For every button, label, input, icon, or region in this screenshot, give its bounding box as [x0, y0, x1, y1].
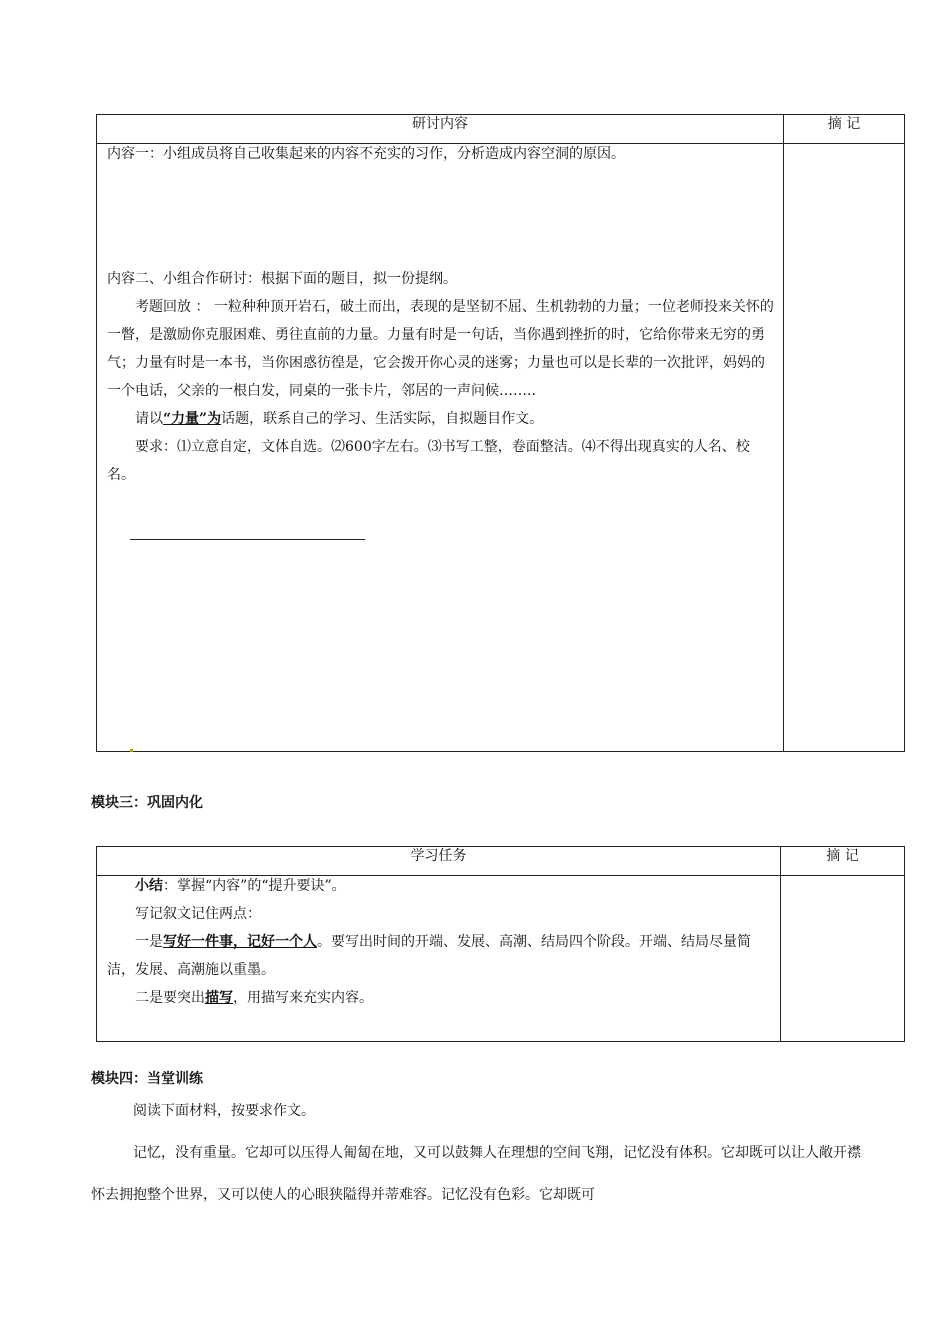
summary-label: 小结: [135, 878, 163, 894]
point1-emphasis: 写好一件事，记好一个人: [163, 934, 317, 950]
point-1: [97, 928, 780, 984]
point1-rest: 。要写出时间的开端、发展、高潮、结局四个阶段。开端、结局尽量简洁，发展、高潮施以重墨。: [107, 934, 751, 978]
exam-prompt: 考题回放 ： 一粒种种顶开岩石，破土而出，表现的是坚韧不屈、生机勃勃的力量；一位老师投来关怀的一瞥，是激励你克服困难、勇往直前的力量。力量有时是一句话，当你遇到挫折的时，它给你带来无穷的勇气；力量有时是一本书，当你困惑彷徨是，它会拨开你心灵的迷雾；力量也可以是长辈的一次批评，妈妈的一个电话，父亲的一根白发，同桌的一张卡片，邻居的一声问候……..: [107, 299, 774, 399]
requirements: 要求：⑴立意自定，文体自选。⑵600字左右。⑶书写工整，卷面整洁。⑷不得出现真实的人名、校名。: [107, 439, 750, 483]
content-item-1: 内容一：小组成员将自己收集起来的内容不充实的习作，分析造成内容空洞的原因。: [107, 146, 625, 162]
point-2: [97, 984, 780, 1012]
notes-header: 摘 记: [784, 115, 905, 144]
answer-line: [130, 539, 365, 540]
point1-prefix: 一是: [135, 934, 163, 950]
task-prefix: 请以: [135, 411, 163, 427]
notes-header-2: 摘 记: [781, 847, 905, 876]
two-points-line: 写记叙文记住两点：: [135, 906, 261, 922]
yellow-mark: [130, 749, 133, 752]
notes-cell-2[interactable]: [781, 876, 905, 1042]
notes-cell[interactable]: [784, 144, 905, 752]
module3-title: 模块三：巩固内化: [91, 795, 203, 811]
point2-prefix: 二是要突出: [135, 990, 205, 1006]
point2-rest: ，用描写来充实内容。: [233, 990, 373, 1006]
module4-instruction: 阅读下面材料，按要求作文。: [133, 1103, 315, 1119]
writing-task: [97, 405, 783, 433]
discussion-content-cell: [97, 144, 784, 752]
summary-text: ：掌握“内容”的“提升要诀”。: [163, 878, 346, 894]
point2-emphasis: 描写: [205, 990, 233, 1006]
task-suffix: 话题，联系自己的学习、生活实际，自拟题目作文。: [221, 411, 544, 427]
summary-line: [97, 872, 780, 900]
content-item-2: 内容二、小组合作研讨：根据下面的题目，拟一份提纲。: [107, 271, 457, 287]
learning-task-header: 学习任务: [97, 847, 781, 876]
module4-title: 模块四：当堂训练: [91, 1071, 203, 1087]
learning-task-cell: [97, 876, 781, 1042]
task-topic: “力量”为: [163, 411, 222, 427]
learning-task-table: [96, 846, 905, 1042]
discussion-header: 研讨内容: [97, 115, 784, 144]
module4-passage: 记忆，没有重量。它却可以压得人匍匐在地，又可以鼓舞人在理想的空间飞翔，记忆没有体积。它却既可以让人敞开襟怀去拥抱整个世界，又可以使人的心眼狭隘得并蒂难容。记忆没有色彩。它却既可: [91, 1145, 861, 1203]
discussion-table: [96, 114, 905, 752]
